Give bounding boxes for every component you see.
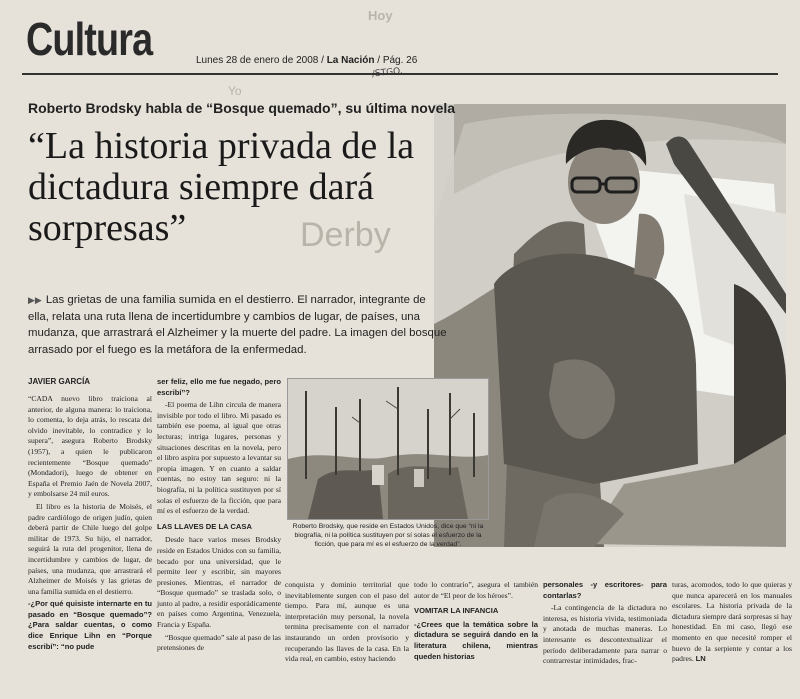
article-paragraph: “CADA nuevo libro traiciona al anterior, de alguna manera: lo traiciona, lo comenta, lo deja atrás, lo rescata del olvido inevitable, lo contradice y lo supera”, asegura Roberto Brodsky (1957), a quien le publicaron recientemente “Bosque quemado” (Mondadori), luego de obtener en España el Premio Jaén de Novela 2007, y embolsarse 24 mil euros. (28, 394, 152, 499)
article-paragraph: Desde hace varios meses Brodsky reside en Estados Unidos con su familia, becado por una universidad, que le permite leer y escribir, sin mayores presiones. Mientras, el narrador de “Bosque quemado” se traslada solo, o junto al padre, a residir esporádicamente en países como Argentina, Venezuela, Francia y España. (157, 535, 281, 630)
bleed-through-text: Yo (228, 84, 242, 98)
headline: “La historia privada de la dictadura siempre dará sorpresas” (28, 125, 415, 249)
bleed-through-text: Derby (300, 216, 391, 254)
end-mark: LN (695, 654, 706, 664)
article-paragraph: todo lo contrario”, asegura el también autor de “El peor de los héroes”. (414, 580, 538, 600)
burned-forest-illustration (288, 379, 488, 519)
article-column-1 (28, 394, 152, 654)
article-paragraph (672, 580, 792, 665)
article-paragraph: -La contingencia de la dictadura no interesa, es historia vivida, testimoniada y anotada de muchas maneras. Lo interesante es descontextualizar el período deliberadamente para narrar o contrarrestar intimidades, frac- (543, 603, 667, 666)
deck-text: Las grietas de una familia sumida en el destierro. El narrador, integrante de ella, relata una ruta llena de incertidumbre y cambios de lugar, de países, una mudanza, que arrastrará el Alzheimer y la muerte del padre. La imagen del bosque arrasado por el fuego es la metáfora de la enfermedad. (28, 294, 447, 356)
publication-name: La Nación (326, 55, 375, 66)
article-column-3 (285, 580, 409, 667)
interview-question: ser feliz, ello me fue negado, pero escribí”? (157, 377, 281, 397)
double-arrow-icon: ▶▶ (28, 295, 42, 305)
deck-summary (28, 292, 448, 358)
article-text: turas, acomodos, todo lo que quieras y que nunca aparecerá en los manuales escolares. La historia privada de la dictadura siempre dará sorpresas si hay honestidad. En mi caso, llegó ese momento en que necesité romper el huevo de la serpiente y contar a los padres. (672, 580, 792, 664)
subheading: LAS LLAVES DE LA CASA (157, 521, 252, 531)
article-column-6 (672, 580, 792, 667)
article-paragraph: -El poema de Lihn circula de manera invisible por todo el libro. Mi pasado es también ese poema, al igual que otras lecturas; intriga lugares, personas y situaciones descritas en la novela, pero el libro aspira por supuesto a levantar su propia imagen. Y en cuanto a saldar cuentas, no estoy tan seguro: ni la biografía, ni la política sustituyen por sí solas el esfuerzo de la ficción, que para mí es el esfuerzo de la verdad. (157, 400, 281, 516)
article-paragraph: “Bosque quemado” sale al paso de las pretensiones de (157, 632, 281, 653)
page-number: Pág. 26 (382, 55, 418, 66)
dateline: Lunes 28 de enero de 2008 / La Nación / Pág. 26 (196, 55, 418, 66)
interview-question: -¿Crees que la temática sobre la dictadura se seguirá dando en la literatura chilena, mientras queden historias (414, 619, 538, 661)
article-column-2 (157, 377, 281, 656)
masthead-rule (22, 73, 778, 75)
article-paragraph: conquista y dominio territorial que inevitablemente surgen con el paso del tiempo. Para mí, aunque es una interpretación muy personal, la novela termina precisamente con el narrador instaurando un orden provisorio y recuperando las llaves de la casa. En la vida real, en cambio, estoy haciendo (285, 580, 409, 664)
subheading: VOMITAR LA INFANCIA (414, 606, 499, 616)
photo-caption: Roberto Brodsky, que reside en Estados Unidos, dice que “ni la biografía, ni la política sustituyen por sí solas el esfuerzo de la ficción, que para mí es el esfuerzo de la verdad”. (292, 523, 484, 548)
article-column-4 (414, 580, 538, 664)
section-title: Cultura (26, 13, 153, 65)
burned-forest-photo (287, 378, 489, 520)
interview-question: -¿Por qué quisiste internarte en tu pasado en “Bosque quemado”? ¿Para saldar cuentas, o como dice Enrique Lihn en “Porque escribí”: “no pude (28, 599, 152, 651)
byline: JAVIER GARCÍA (28, 377, 91, 386)
kicker: Roberto Brodsky habla de “Bosque quemado”, su última novela (28, 100, 456, 116)
article-paragraph: El libro es la historia de Moisés, el padre cardiólogo de origen judío, quien deberá partir de Chile luego del golpe militar de 1973. Su hijo, el narrador, seguirá la ruta del progenitor, llena de incertidumbre y cambios de lugar, de países, una mudanza, que arrastrará el Alzheimer de Moisés y las grietas de una familia sumida en el destierro. (28, 501, 152, 596)
issue-date: Lunes 28 de enero de 2008 (196, 55, 319, 66)
interview-question: personales -y escritores- para contarlas? (543, 580, 667, 600)
bleed-through-text: Hoy (368, 8, 393, 23)
article-column-5 (543, 580, 667, 669)
